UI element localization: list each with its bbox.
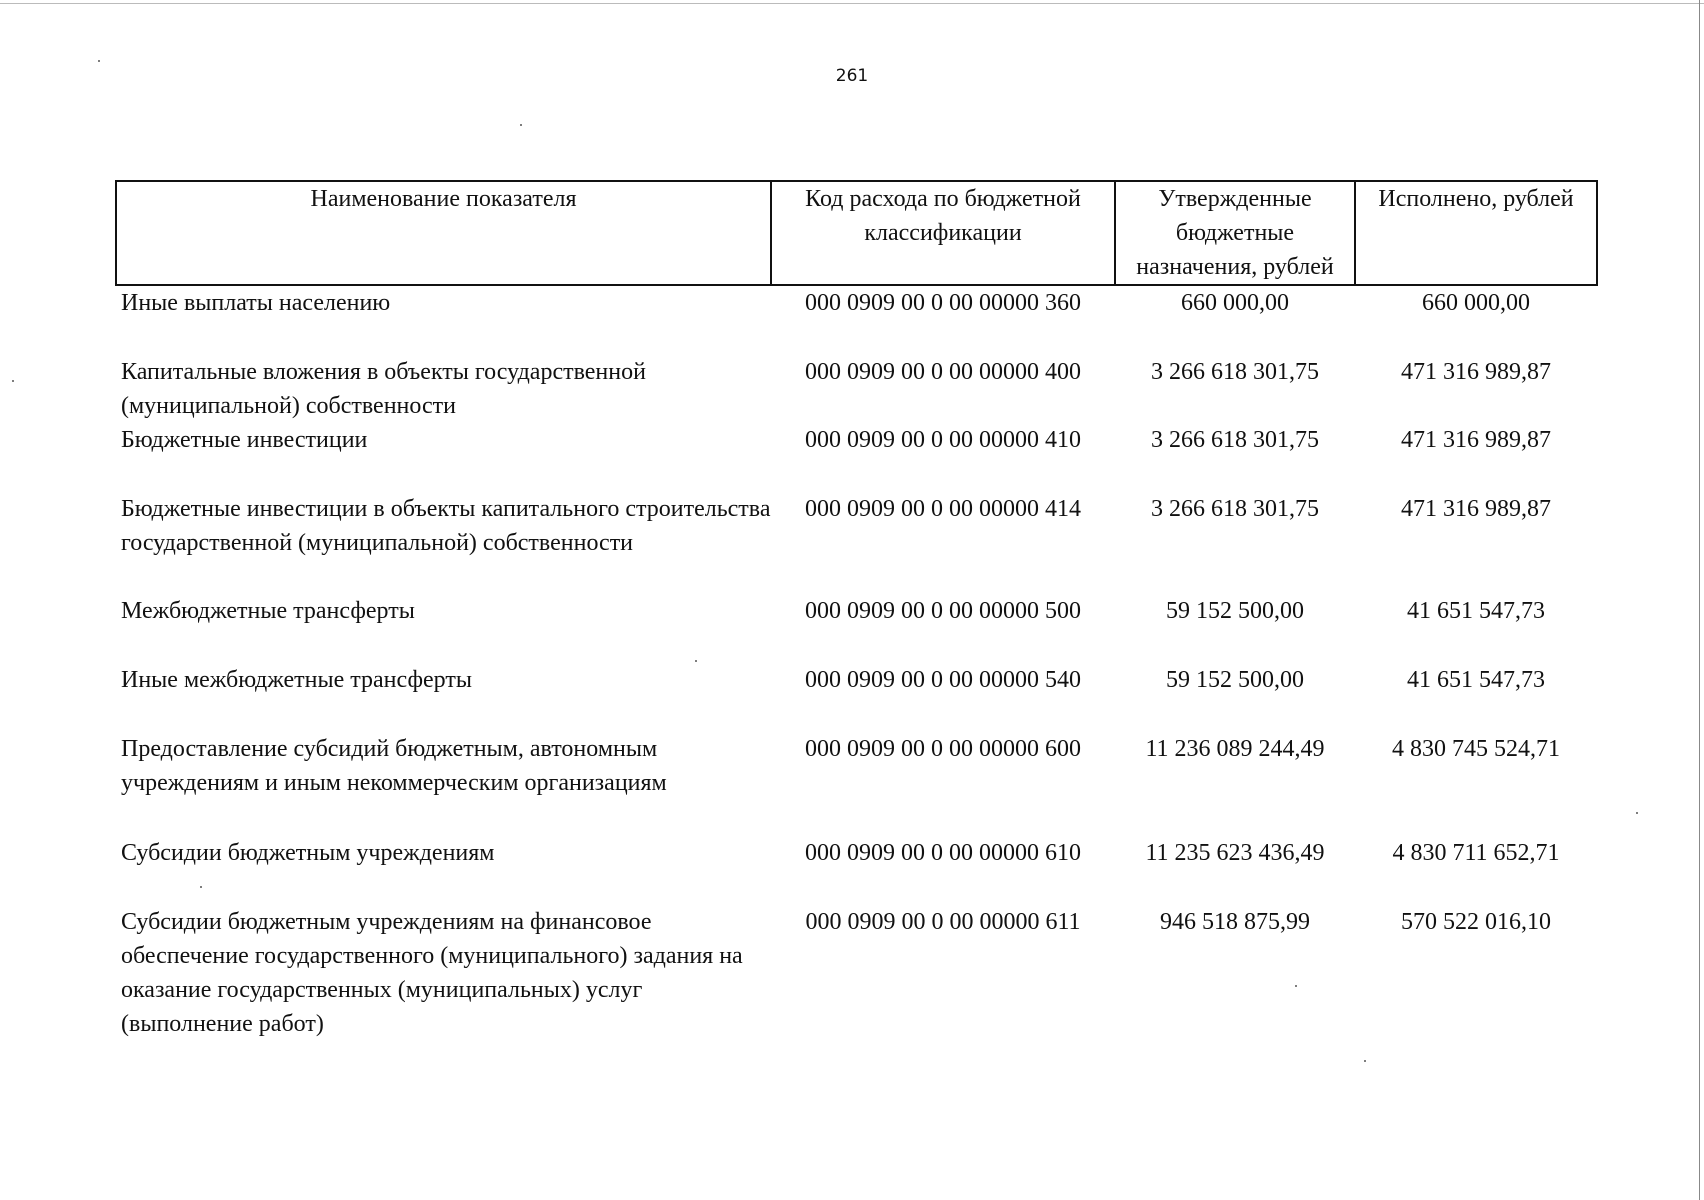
- row-code: 000 0909 00 0 00 00000 414: [805, 496, 1081, 522]
- table-row: [116, 732, 1597, 836]
- header-executed: Исполнено, рублей: [1355, 181, 1597, 285]
- scan-speck: [1295, 985, 1297, 987]
- row-name: Субсидии бюджетным учреждениям на финансовое обеспечение государственного (муниципального) задания на оказание государственных (муниципальных) услуг (выполнение работ): [121, 909, 743, 1037]
- row-executed: 471 316 989,87: [1401, 427, 1551, 453]
- row-name: Бюджетные инвестиции: [121, 427, 368, 453]
- row-executed: 4 830 745 524,71: [1392, 736, 1560, 762]
- row-executed: 471 316 989,87: [1401, 359, 1551, 385]
- row-code: 000 0909 00 0 00 00000 610: [805, 840, 1081, 866]
- table-row: [116, 836, 1597, 905]
- row-approved: 660 000,00: [1181, 290, 1289, 316]
- top-scan-rule: [0, 3, 1704, 4]
- row-name: Иные выплаты населению: [121, 290, 391, 316]
- row-name: Иные межбюджетные трансферты: [121, 667, 472, 693]
- row-code: 000 0909 00 0 00 00000 500: [805, 598, 1081, 624]
- row-approved: 11 235 623 436,49: [1145, 840, 1325, 866]
- row-executed: 471 316 989,87: [1401, 496, 1551, 522]
- header-approved: Утвержденные бюджетные назначения, рублей: [1115, 181, 1355, 285]
- header-code: Код расхода по бюджетной классификации: [771, 181, 1115, 285]
- row-executed: 570 522 016,10: [1401, 909, 1551, 935]
- row-code: 000 0909 00 0 00 00000 600: [805, 736, 1081, 762]
- row-name: Бюджетные инвестиции в объекты капитального строительства государственной (муниципальной) собственности: [121, 496, 771, 556]
- row-approved: 946 518 875,99: [1160, 909, 1310, 935]
- row-executed: 4 830 711 652,71: [1392, 840, 1560, 866]
- table-row: [116, 594, 1597, 663]
- row-code: 000 0909 00 0 00 00000 360: [805, 290, 1081, 316]
- scan-speck: [520, 124, 522, 126]
- row-code: 000 0909 00 0 00 00000 611: [805, 909, 1081, 935]
- row-code: 000 0909 00 0 00 00000 540: [805, 667, 1081, 693]
- row-approved: 3 266 618 301,75: [1151, 496, 1319, 522]
- row-code: 000 0909 00 0 00 00000 410: [805, 427, 1081, 453]
- table-row: [116, 355, 1597, 423]
- row-executed: 41 651 547,73: [1407, 598, 1545, 624]
- row-approved: 3 266 618 301,75: [1151, 427, 1319, 453]
- scan-speck: [200, 886, 202, 888]
- row-name: Капитальные вложения в объекты государственной (муниципальной) собственности: [121, 359, 646, 419]
- table-row: [116, 423, 1597, 492]
- budget-execution-table: [115, 180, 1598, 1041]
- page-number: 261: [835, 66, 869, 86]
- row-approved: 59 152 500,00: [1166, 598, 1304, 624]
- row-name: Субсидии бюджетным учреждениям: [121, 840, 495, 866]
- row-name: Предоставление субсидий бюджетным, автономным учреждениям и иным некоммерческим организациям: [121, 736, 667, 796]
- row-approved: 11 236 089 244,49: [1145, 736, 1325, 762]
- header-name: Наименование показателя: [116, 181, 771, 285]
- scan-speck: [98, 60, 100, 62]
- table-row: [116, 285, 1597, 355]
- table-row: [116, 663, 1597, 732]
- scan-speck: [695, 660, 697, 662]
- row-name: Межбюджетные трансферты: [121, 598, 415, 624]
- row-executed: 41 651 547,73: [1407, 667, 1545, 693]
- row-approved: 59 152 500,00: [1166, 667, 1304, 693]
- scan-speck: [1364, 1060, 1366, 1062]
- row-approved: 3 266 618 301,75: [1151, 359, 1319, 385]
- table-header-row: [116, 181, 1597, 285]
- row-executed: 660 000,00: [1422, 290, 1530, 316]
- scan-speck: [1636, 812, 1638, 814]
- row-code: 000 0909 00 0 00 00000 400: [805, 359, 1081, 385]
- right-scan-rule: [1699, 0, 1700, 1200]
- table-row: [116, 492, 1597, 594]
- table-row: [116, 905, 1597, 1041]
- budget-table-container: [115, 180, 1596, 1041]
- scan-speck: [12, 380, 14, 382]
